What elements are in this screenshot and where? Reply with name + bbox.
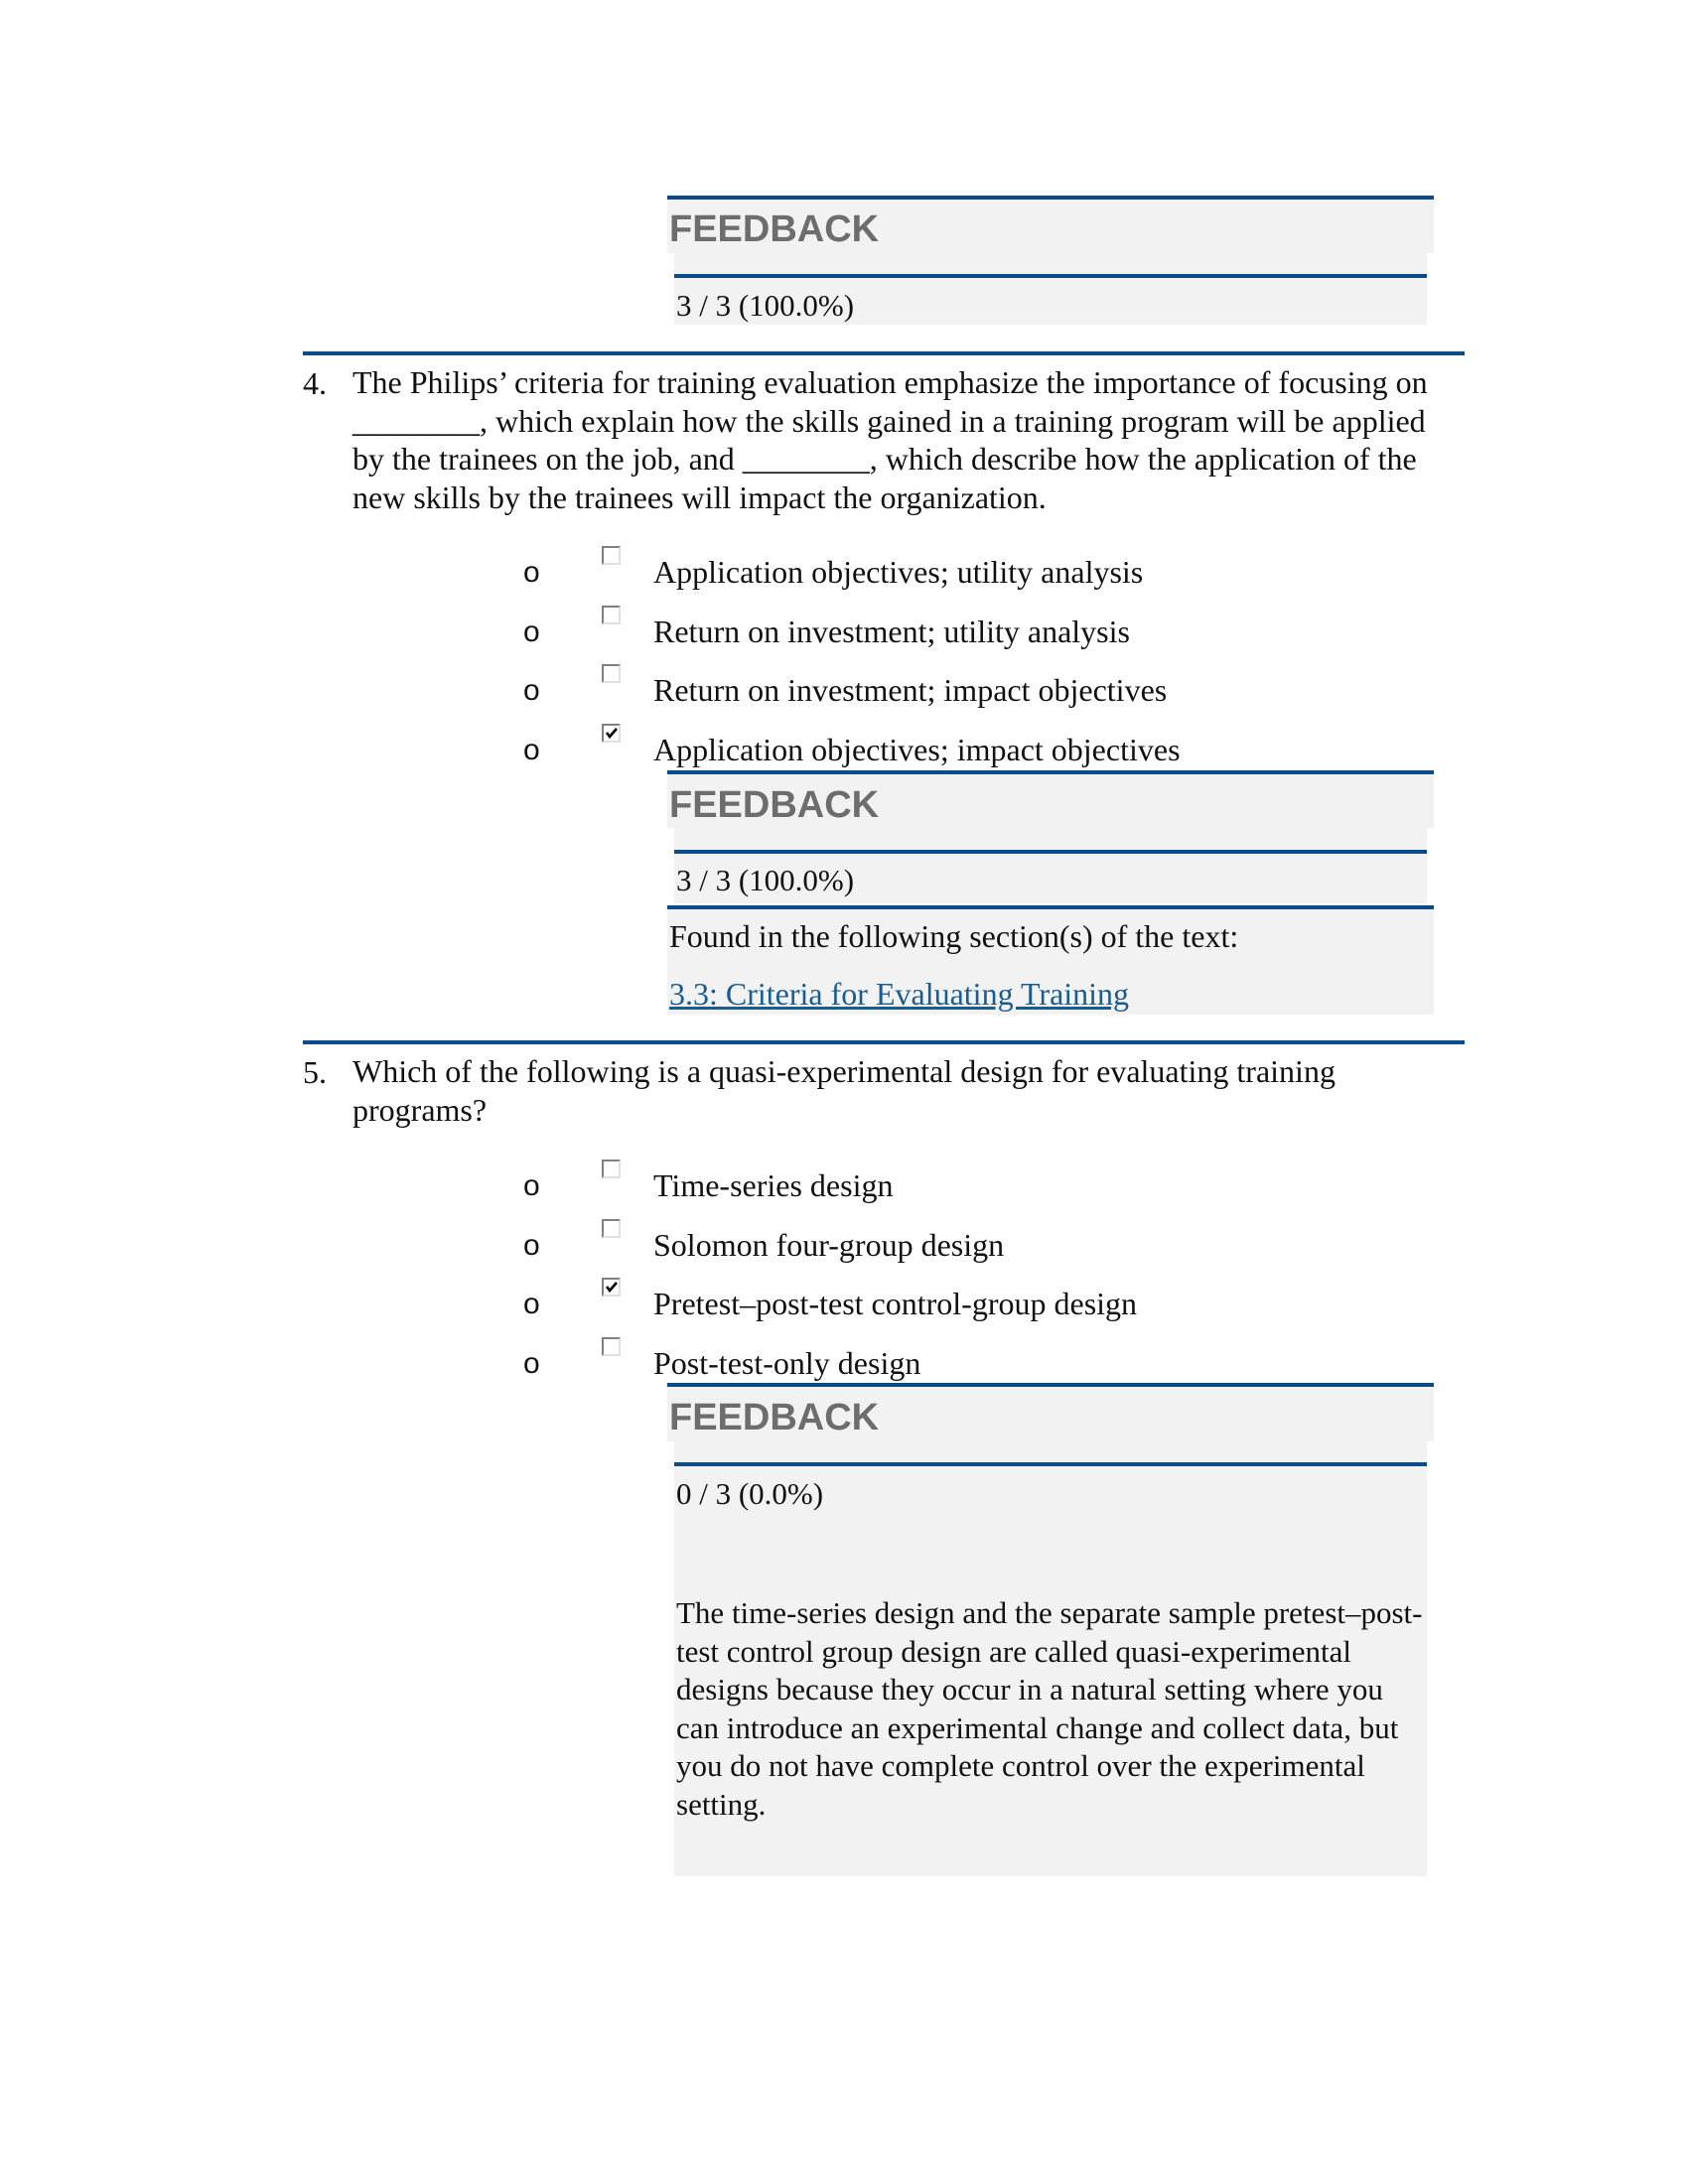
option-label: Return on investment; impact objectives	[653, 672, 1168, 708]
feedback-title: FEEDBACK	[669, 208, 880, 250]
checkbox-checked[interactable]	[602, 1278, 621, 1297]
textbook-section-link[interactable]: 3.3: Criteria for Evaluating Training	[669, 976, 1130, 1012]
bullet-icon: o	[523, 1288, 540, 1320]
checkmark-icon	[605, 1281, 619, 1295]
bullet-icon: o	[523, 556, 540, 589]
bullet-icon: o	[523, 674, 540, 707]
option-label: Post-test-only design	[653, 1345, 921, 1381]
checkbox[interactable]	[602, 606, 621, 624]
question-text: Which of the following is a quasi-experimental design for evaluating training programs?	[352, 1053, 1336, 1128]
question-text: The Philips’ criteria for training evaluation emphasize the importance of focusing on ________, which explain how the skills gained in a training program will be applied by the trainees on the job, and ________, which describe how the application of the new skills by the trainees will impact the organization.	[352, 364, 1428, 515]
question-number: 4.	[303, 365, 327, 401]
checkbox[interactable]	[602, 1337, 621, 1356]
feedback-score: 3 / 3 (100.0%)	[676, 863, 855, 897]
option-label: Return on investment; utility analysis	[653, 614, 1130, 649]
checkbox[interactable]	[602, 546, 621, 565]
feedback-title: FEEDBACK	[669, 1397, 880, 1438]
question-number: 5.	[303, 1054, 327, 1090]
bullet-icon: o	[523, 1169, 540, 1202]
feedback-score-rule	[674, 1462, 1427, 1466]
option-label: Time-series design	[653, 1167, 894, 1203]
feedback-score: 3 / 3 (100.0%)	[676, 288, 855, 323]
bullet-icon: o	[523, 1229, 540, 1262]
checkbox-checked[interactable]	[602, 724, 621, 743]
option-label: Application objectives; impact objectives	[653, 732, 1181, 767]
feedback-explanation: The time-series design and the separate sample pretest–post-test control group design are called quasi-experimental designs because they occur in a natural setting where you can introduce an experimental change and collect data, but you do not have complete control over the experimental setting.	[676, 1595, 1423, 1822]
feedback-score-rule	[674, 850, 1427, 854]
checkbox[interactable]	[602, 1160, 621, 1178]
option-label: Solomon four-group design	[653, 1227, 1005, 1263]
checkmark-icon	[605, 727, 619, 741]
found-in-label: Found in the following section(s) of the text:	[669, 918, 1239, 954]
feedback-score: 0 / 3 (0.0%)	[676, 1476, 824, 1511]
feedback-title: FEEDBACK	[669, 784, 880, 826]
feedback-score-rule	[674, 274, 1427, 278]
question-divider	[303, 1040, 1465, 1044]
bullet-icon: o	[523, 734, 540, 766]
question-divider	[303, 351, 1465, 355]
bullet-icon: o	[523, 615, 540, 648]
checkbox[interactable]	[602, 1219, 621, 1238]
option-label: Pretest–post-test control-group design	[653, 1286, 1138, 1321]
checkbox[interactable]	[602, 664, 621, 683]
option-label: Application objectives; utility analysis	[653, 554, 1144, 590]
bullet-icon: o	[523, 1347, 540, 1380]
